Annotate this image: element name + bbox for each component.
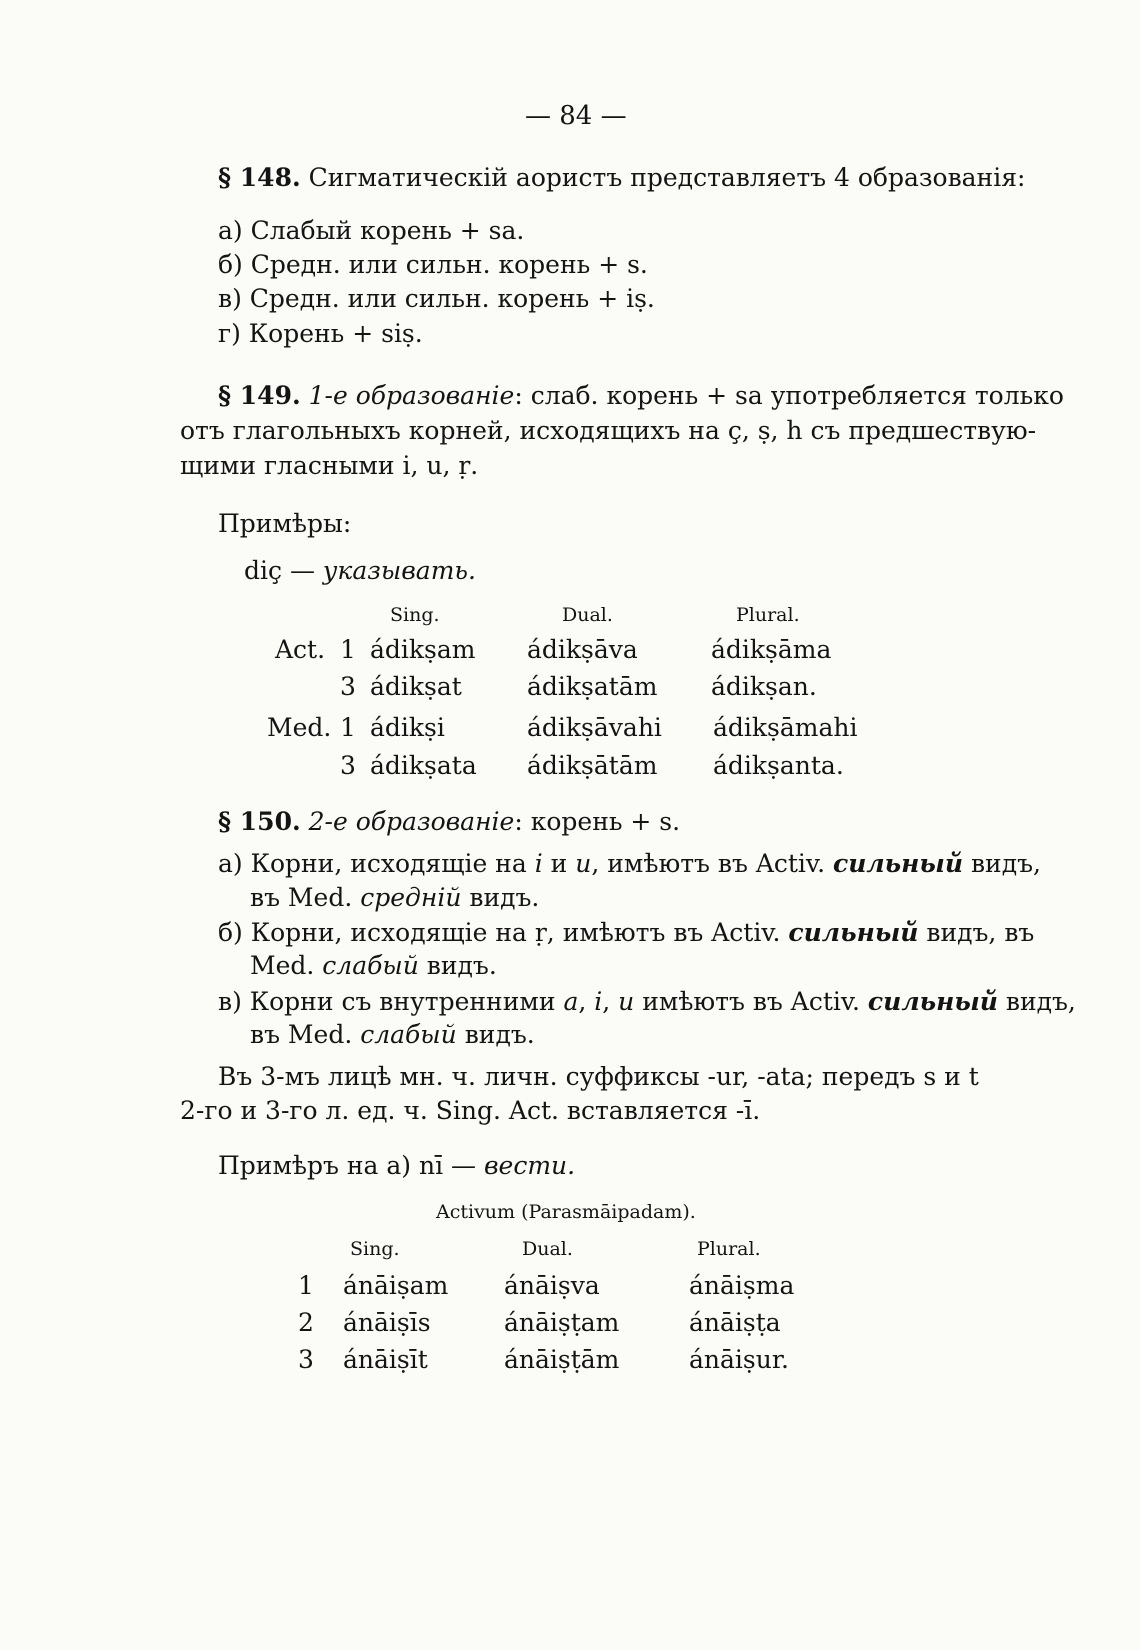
section-150-title: 2-е образованіе (308, 807, 515, 836)
section-148-mark: § 148. (218, 163, 301, 192)
text: , (602, 987, 619, 1016)
section-149-text-1: : слаб. корень + sa употребляется только (514, 381, 1064, 410)
text: в) Корни съ внутренними (218, 987, 564, 1016)
section-149-mark: § 149. (218, 381, 301, 410)
table-2-person: 2 (298, 1308, 314, 1337)
table-1-person: 1 (340, 635, 356, 664)
section-148-item-g: г) Корень + siṣ. (218, 319, 423, 348)
root-word: diç — (244, 556, 315, 585)
table-2-cell: ánāiṣam (343, 1271, 449, 1300)
root-line (244, 555, 476, 588)
text: средній (360, 883, 462, 912)
text: Med. (250, 951, 323, 980)
text: сильный (832, 849, 964, 878)
table-2-cell: ánāiṣīt (343, 1345, 428, 1374)
section-148-item-a: а) Слабый корень + sa. (218, 216, 525, 245)
section-150-item-b-line-2 (250, 950, 497, 983)
text: сильный (867, 987, 998, 1016)
text: б) Корни, исходящіе на ṛ, имѣютъ въ Activ. (218, 918, 789, 947)
root-meaning: указывать. (322, 556, 476, 585)
section-148-heading (218, 162, 1025, 195)
page-number: — 84 — (525, 101, 627, 131)
text: въ Med. (250, 1020, 361, 1049)
text: u (618, 987, 635, 1016)
text: въ Med. (250, 883, 361, 912)
text: видъ, (963, 849, 1041, 878)
table-1-header-plural: Plural. (736, 604, 800, 626)
section-150-item-a-line-1 (218, 848, 1041, 881)
table-1-cell: ádikṣi (370, 713, 445, 742)
text: i (534, 849, 543, 878)
table-1-person: 3 (340, 672, 356, 701)
section-150-note-line-2: 2-го и 3-го л. ед. ч. Sing. Act. вставляется -ī. (180, 1096, 761, 1125)
section-150-heading (218, 806, 680, 839)
text: видъ. (418, 951, 497, 980)
examples-label: Примѣры: (218, 509, 352, 538)
table-2-cell: ánāiṣva (504, 1271, 600, 1300)
section-150-text: : корень + s. (514, 807, 681, 836)
table-1-cell: ádikṣan. (711, 672, 817, 701)
table-1-header-sing: Sing. (390, 604, 440, 626)
section-148-text: Сигматическій аористъ представляетъ 4 образованія: (308, 163, 1026, 192)
table-1-cell: ádikṣatām (527, 672, 658, 701)
text: слабый (360, 1020, 457, 1049)
table-1-person: 1 (340, 713, 356, 742)
section-150-item-v-line-1 (218, 986, 1076, 1019)
table-2-cell: ánāiṣma (689, 1271, 795, 1300)
section-148-item-b: б) Средн. или сильн. корень + s. (218, 250, 648, 279)
example-line (218, 1150, 575, 1183)
text: i (594, 987, 603, 1016)
table-1-cell: ádikṣātām (527, 751, 658, 780)
section-150-mark: § 150. (218, 807, 301, 836)
text: а) Корни, исходящіе на (218, 849, 535, 878)
section-150-item-a-line-2 (250, 882, 539, 915)
example-meaning: вести. (483, 1151, 576, 1180)
section-149-title: 1-е образованіе (308, 381, 515, 410)
table-1-voice-med: Med. (267, 713, 332, 742)
text: видъ. (461, 883, 540, 912)
section-149-line-1 (218, 380, 1064, 413)
text: a (563, 987, 579, 1016)
text: видъ. (456, 1020, 535, 1049)
section-150-item-v-line-2 (250, 1019, 535, 1052)
section-149-line-2: отъ глагольныхъ корней, исходящихъ на ç, ṣ, h съ предшествую- (180, 416, 1037, 445)
table-2-cell: ánāiṣur. (689, 1345, 789, 1374)
table-1-cell: ádikṣata (370, 751, 477, 780)
text: видъ, въ (918, 918, 1035, 947)
table-1-person: 3 (340, 751, 356, 780)
text: слабый (322, 951, 419, 980)
table-1-header-dual: Dual. (562, 604, 613, 626)
example-pre: Примѣръ на а) nī — (218, 1151, 477, 1180)
table-2-title: Activum (Parasmāipadam). (436, 1201, 696, 1223)
table-2-cell: ánāiṣīs (343, 1308, 431, 1337)
table-1-cell: ádikṣāva (527, 635, 638, 664)
section-150-item-b-line-1 (218, 917, 1034, 950)
table-2-header-sing: Sing. (350, 1238, 400, 1260)
text: видъ, (997, 987, 1076, 1016)
table-2-header-dual: Dual. (522, 1238, 573, 1260)
table-2-cell: ánāiṣṭām (504, 1345, 620, 1374)
text: , имѣютъ въ Activ. (591, 849, 833, 878)
text: , (578, 987, 595, 1016)
table-1-cell: ádikṣāmahi (713, 713, 858, 742)
text: имѣютъ въ Activ. (634, 987, 868, 1016)
section-150-note-line-1: Въ 3-мъ лицѣ мн. ч. личн. суффиксы -ur, -ata; передъ s и t (218, 1062, 979, 1091)
table-2-cell: ánāiṣṭa (689, 1308, 781, 1337)
text: u (575, 849, 592, 878)
table-1-cell: ádikṣam (370, 635, 476, 664)
table-1-voice-act: Act. (275, 635, 326, 664)
table-1-cell: ádikṣāma (711, 635, 832, 664)
text: и (542, 849, 576, 878)
table-1-cell: ádikṣat (370, 672, 462, 701)
table-2-person: 3 (298, 1345, 314, 1374)
section-148-item-v: в) Средн. или сильн. корень + iṣ. (218, 284, 655, 313)
section-149-line-3: щими гласными i, u, ṛ. (180, 451, 479, 480)
table-2-cell: ánāiṣṭam (504, 1308, 620, 1337)
text: сильный (788, 918, 919, 947)
table-1-cell: ádikṣāvahi (527, 713, 662, 742)
table-2-person: 1 (298, 1271, 314, 1300)
table-2-header-plural: Plural. (697, 1238, 761, 1260)
table-1-cell: ádikṣanta. (713, 751, 844, 780)
